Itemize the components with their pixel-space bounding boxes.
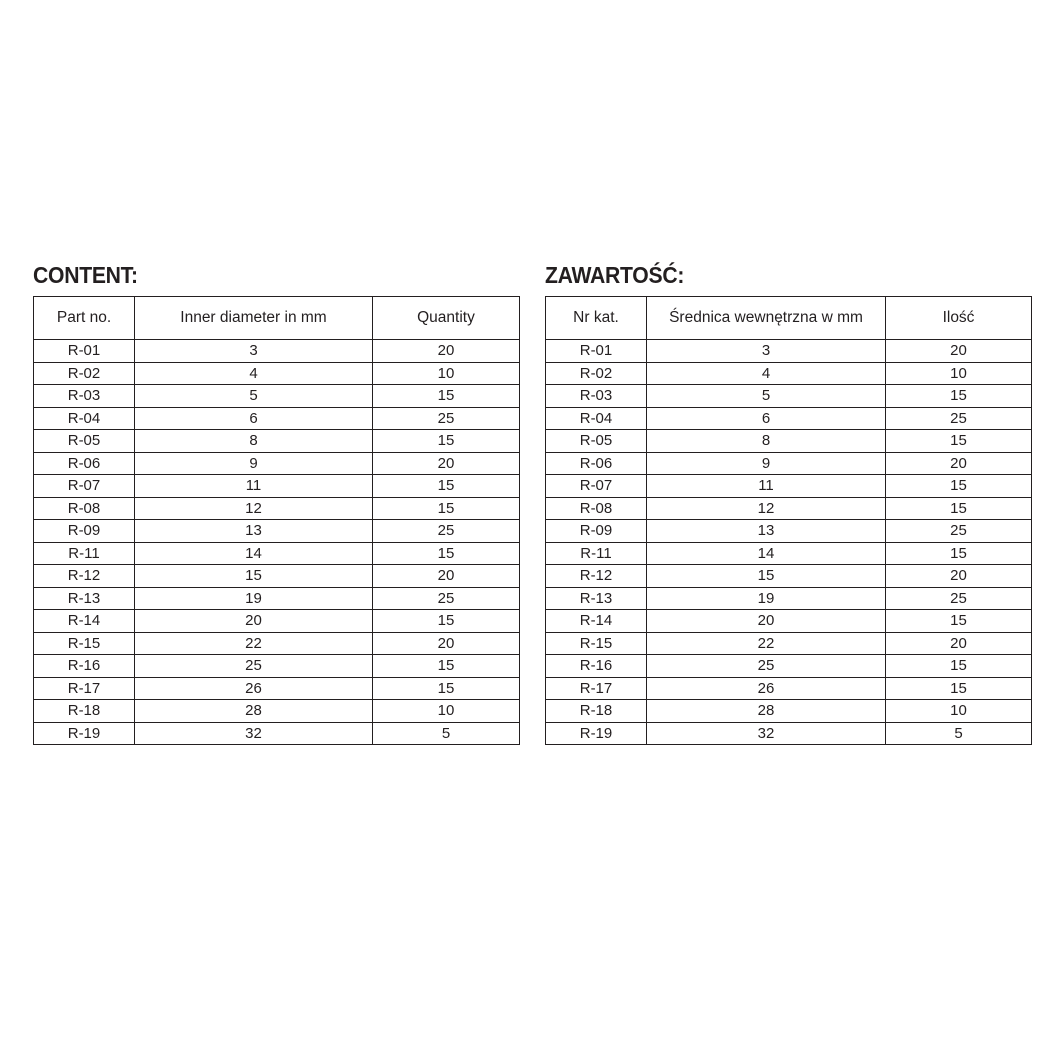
- header-part-no: Part no.: [34, 297, 135, 340]
- quantity-cell: 10: [886, 700, 1032, 723]
- part-no-cell: R-02: [546, 362, 647, 385]
- table-row: [34, 475, 520, 498]
- diameter-cell: 25: [647, 655, 886, 678]
- header-nr-kat: Nr kat.: [546, 297, 647, 340]
- section-title-english: CONTENT:: [33, 262, 138, 288]
- table-row: [546, 587, 1032, 610]
- table-row: [546, 385, 1032, 408]
- part-no-cell: R-05: [34, 430, 135, 453]
- part-no-cell: R-07: [34, 475, 135, 498]
- part-no-cell: R-07: [546, 475, 647, 498]
- diameter-cell: 13: [135, 520, 373, 543]
- part-no-cell: R-16: [34, 655, 135, 678]
- table-row: [546, 520, 1032, 543]
- table-row: [546, 677, 1032, 700]
- diameter-cell: 26: [647, 677, 886, 700]
- diameter-cell: 9: [647, 452, 886, 475]
- part-no-cell: R-15: [546, 632, 647, 655]
- header-srednica: Średnica wewnętrzna w mm: [647, 297, 886, 340]
- quantity-cell: 20: [886, 565, 1032, 588]
- part-no-cell: R-01: [34, 340, 135, 363]
- table-row: [34, 385, 520, 408]
- part-no-cell: R-12: [546, 565, 647, 588]
- quantity-cell: 10: [373, 362, 520, 385]
- table-row: [34, 632, 520, 655]
- table-row: [34, 452, 520, 475]
- diameter-cell: 11: [135, 475, 373, 498]
- quantity-cell: 15: [886, 497, 1032, 520]
- part-no-cell: R-03: [546, 385, 647, 408]
- diameter-cell: 3: [647, 340, 886, 363]
- table-row: [34, 655, 520, 678]
- quantity-cell: 25: [886, 520, 1032, 543]
- header-quantity: Quantity: [373, 297, 520, 340]
- part-no-cell: R-05: [546, 430, 647, 453]
- quantity-cell: 10: [886, 362, 1032, 385]
- diameter-cell: 25: [135, 655, 373, 678]
- diameter-cell: 19: [647, 587, 886, 610]
- diameter-cell: 15: [135, 565, 373, 588]
- table-row: [546, 610, 1032, 633]
- part-no-cell: R-01: [546, 340, 647, 363]
- part-no-cell: R-16: [546, 655, 647, 678]
- content-section-english: [33, 258, 519, 745]
- table-row: [34, 497, 520, 520]
- header-inner-diameter: Inner diameter in mm: [135, 297, 373, 340]
- diameter-cell: 28: [135, 700, 373, 723]
- quantity-cell: 25: [373, 587, 520, 610]
- part-no-cell: R-19: [546, 722, 647, 745]
- quantity-cell: 25: [886, 407, 1032, 430]
- quantity-cell: 15: [373, 497, 520, 520]
- diameter-cell: 20: [135, 610, 373, 633]
- part-no-cell: R-18: [34, 700, 135, 723]
- quantity-cell: 15: [886, 475, 1032, 498]
- quantity-cell: 25: [373, 407, 520, 430]
- table-row: [546, 475, 1032, 498]
- table-body-polish: [546, 340, 1032, 745]
- diameter-cell: 9: [135, 452, 373, 475]
- diameter-cell: 22: [647, 632, 886, 655]
- diameter-cell: 20: [647, 610, 886, 633]
- table-row: [34, 520, 520, 543]
- diameter-cell: 6: [647, 407, 886, 430]
- quantity-cell: 10: [373, 700, 520, 723]
- table-header-row: [34, 297, 520, 340]
- table-row: [546, 700, 1032, 723]
- quantity-cell: 15: [373, 385, 520, 408]
- table-row: [546, 407, 1032, 430]
- part-no-cell: R-08: [546, 497, 647, 520]
- table-row: [546, 722, 1032, 745]
- quantity-cell: 15: [373, 677, 520, 700]
- table-row: [34, 677, 520, 700]
- table-row: [34, 542, 520, 565]
- diameter-cell: 13: [647, 520, 886, 543]
- quantity-cell: 15: [886, 542, 1032, 565]
- diameter-cell: 4: [647, 362, 886, 385]
- part-no-cell: R-15: [34, 632, 135, 655]
- table-row: [546, 565, 1032, 588]
- quantity-cell: 20: [373, 565, 520, 588]
- part-no-cell: R-12: [34, 565, 135, 588]
- content-table-english: [33, 296, 520, 745]
- part-no-cell: R-13: [34, 587, 135, 610]
- part-no-cell: R-14: [34, 610, 135, 633]
- part-no-cell: R-09: [34, 520, 135, 543]
- quantity-cell: 15: [373, 542, 520, 565]
- part-no-cell: R-17: [546, 677, 647, 700]
- diameter-cell: 6: [135, 407, 373, 430]
- table-row: [546, 632, 1032, 655]
- table-row: [34, 722, 520, 745]
- table-header-row: [546, 297, 1032, 340]
- quantity-cell: 15: [373, 430, 520, 453]
- diameter-cell: 26: [135, 677, 373, 700]
- quantity-cell: 15: [373, 655, 520, 678]
- diameter-cell: 32: [647, 722, 886, 745]
- diameter-cell: 14: [647, 542, 886, 565]
- table-row: [34, 407, 520, 430]
- quantity-cell: 15: [373, 475, 520, 498]
- diameter-cell: 8: [647, 430, 886, 453]
- diameter-cell: 5: [647, 385, 886, 408]
- quantity-cell: 5: [886, 722, 1032, 745]
- quantity-cell: 15: [373, 610, 520, 633]
- part-no-cell: R-06: [34, 452, 135, 475]
- quantity-cell: 15: [886, 677, 1032, 700]
- part-no-cell: R-14: [546, 610, 647, 633]
- diameter-cell: 4: [135, 362, 373, 385]
- diameter-cell: 12: [647, 497, 886, 520]
- table-row: [34, 362, 520, 385]
- part-no-cell: R-17: [34, 677, 135, 700]
- table-row: [546, 362, 1032, 385]
- part-no-cell: R-13: [546, 587, 647, 610]
- part-no-cell: R-04: [34, 407, 135, 430]
- table-row: [34, 430, 520, 453]
- diameter-cell: 15: [647, 565, 886, 588]
- part-no-cell: R-02: [34, 362, 135, 385]
- section-title-polish: ZAWARTOŚĆ:: [545, 262, 685, 288]
- diameter-cell: 19: [135, 587, 373, 610]
- diameter-cell: 12: [135, 497, 373, 520]
- table-row: [546, 542, 1032, 565]
- content-table-polish: [545, 296, 1032, 745]
- table-row: [546, 430, 1032, 453]
- quantity-cell: 25: [886, 587, 1032, 610]
- diameter-cell: 32: [135, 722, 373, 745]
- part-no-cell: R-04: [546, 407, 647, 430]
- part-no-cell: R-03: [34, 385, 135, 408]
- quantity-cell: 20: [373, 340, 520, 363]
- table-row: [34, 610, 520, 633]
- table-row: [546, 497, 1032, 520]
- part-no-cell: R-11: [34, 542, 135, 565]
- quantity-cell: 20: [373, 452, 520, 475]
- diameter-cell: 8: [135, 430, 373, 453]
- part-no-cell: R-09: [546, 520, 647, 543]
- quantity-cell: 20: [886, 632, 1032, 655]
- part-no-cell: R-18: [546, 700, 647, 723]
- quantity-cell: 20: [886, 452, 1032, 475]
- part-no-cell: R-11: [546, 542, 647, 565]
- quantity-cell: 5: [373, 722, 520, 745]
- diameter-cell: 5: [135, 385, 373, 408]
- table-row: [546, 452, 1032, 475]
- diameter-cell: 28: [647, 700, 886, 723]
- part-no-cell: R-06: [546, 452, 647, 475]
- header-ilosc: Ilość: [886, 297, 1032, 340]
- table-row: [546, 655, 1032, 678]
- quantity-cell: 15: [886, 385, 1032, 408]
- table-row: [34, 700, 520, 723]
- diameter-cell: 11: [647, 475, 886, 498]
- diameter-cell: 14: [135, 542, 373, 565]
- quantity-cell: 20: [886, 340, 1032, 363]
- table-row: [34, 340, 520, 363]
- part-no-cell: R-08: [34, 497, 135, 520]
- diameter-cell: 3: [135, 340, 373, 363]
- table-row: [546, 340, 1032, 363]
- table-row: [34, 587, 520, 610]
- quantity-cell: 15: [886, 655, 1032, 678]
- content-section-polish: [545, 258, 1031, 745]
- table-body-english: [34, 340, 520, 745]
- part-no-cell: R-19: [34, 722, 135, 745]
- table-row: [34, 565, 520, 588]
- quantity-cell: 25: [373, 520, 520, 543]
- quantity-cell: 15: [886, 610, 1032, 633]
- quantity-cell: 20: [373, 632, 520, 655]
- diameter-cell: 22: [135, 632, 373, 655]
- quantity-cell: 15: [886, 430, 1032, 453]
